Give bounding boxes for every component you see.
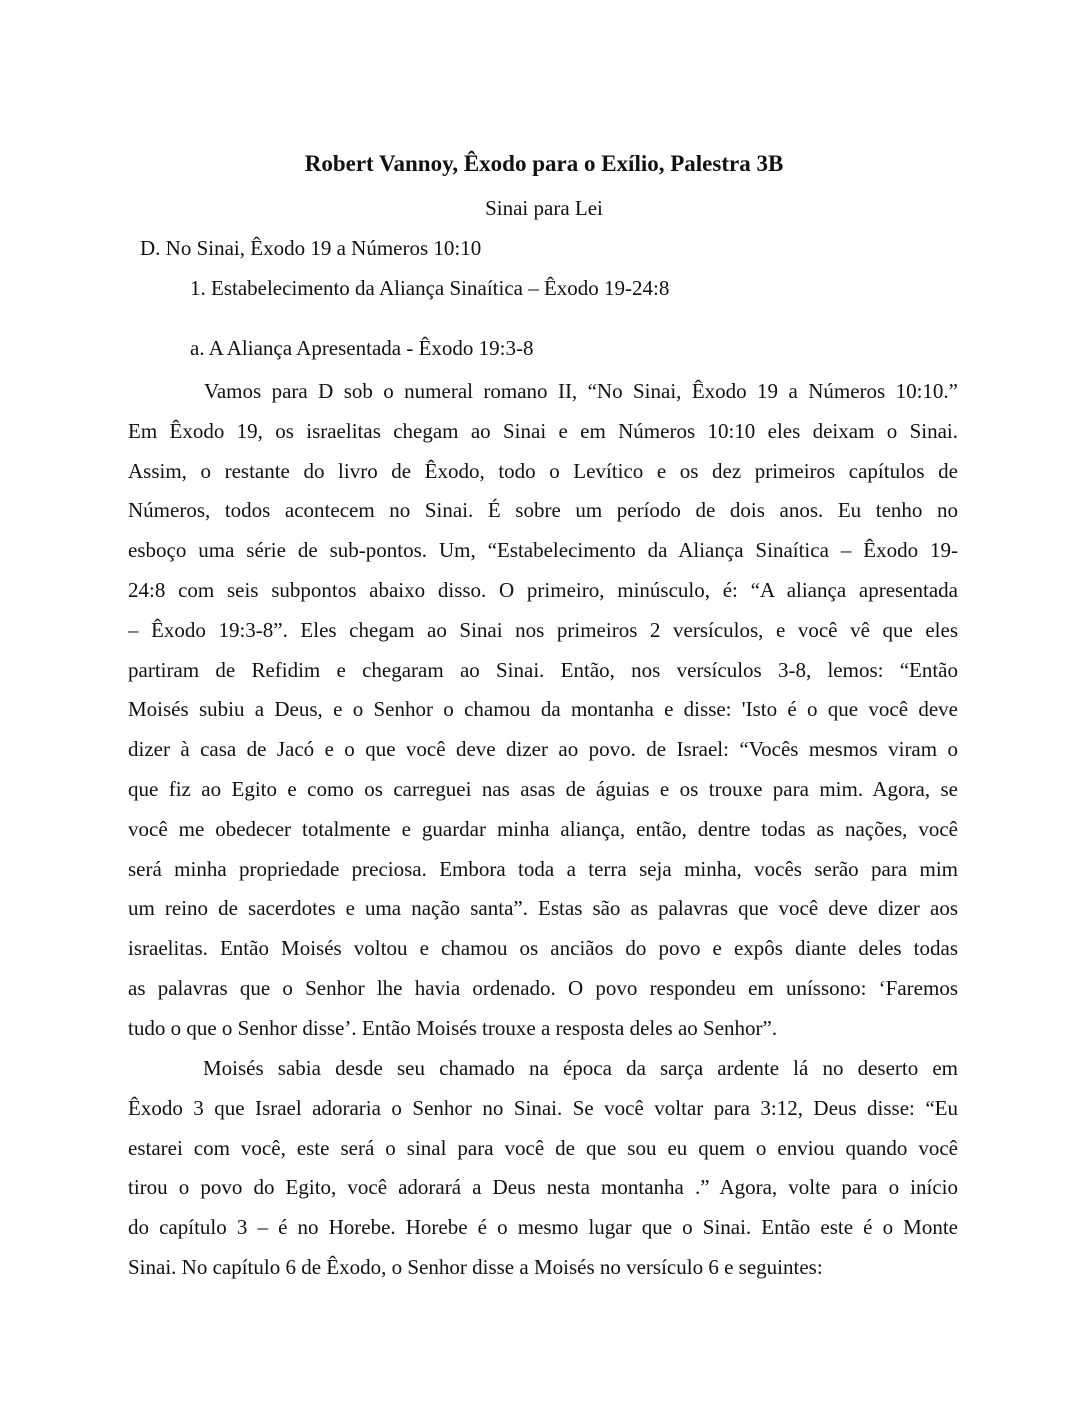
paragraph-line: um reino de sacerdotes e uma nação santa”. Estas são as palavras que você deve dizer aos: [128, 896, 958, 921]
paragraph-line: Moisés sabia desde seu chamado na época da sarça ardente lá no deserto em: [203, 1056, 958, 1080]
paragraph-line: Assim, o restante do livro de Êxodo, todo o Levítico e os dez primeiros capítulos de: [128, 458, 958, 483]
paragraph-line: Números, todos acontecem no Sinai. É sobre um período de dois anos. Eu tenho no: [128, 498, 958, 523]
paragraph-line: israelitas. Então Moisés voltou e chamou os anciãos do povo e expôs diante deles todas: [128, 936, 958, 961]
paragraph-line: você me obedecer totalmente e guardar minha aliança, então, dentre todas as nações, você: [128, 816, 958, 841]
paragraph-line: esboço uma série de sub-pontos. Um, “Estabelecimento da Aliança Sinaítica – Êxodo 19-: [128, 538, 958, 563]
paragraph-line: do capítulo 3 – é no Horebe. Horebe é o mesmo lugar que o Sinai. Então este é o Monte: [128, 1215, 958, 1240]
paragraph-1: [128, 372, 958, 1049]
paragraph-line: Sinai. No capítulo 6 de Êxodo, o Senhor disse a Moisés no versículo 6 e seguintes:: [128, 1254, 823, 1279]
document-subtitle: Sinai para Lei: [485, 196, 603, 220]
document-title: Robert Vannoy, Êxodo para o Exílio, Palestra 3B: [304, 151, 784, 176]
paragraph-line: Em Êxodo 19, os israelitas chegam ao Sinai e em Números 10:10 eles deixam o Sinai.: [128, 418, 958, 443]
paragraph-line: estarei com você, este será o sinal para você de que sou eu quem o enviou quando você: [128, 1135, 958, 1160]
paragraph-line: Moisés subiu a Deus, e o Senhor o chamou da montanha e disse: 'Isto é o que você deve: [128, 697, 958, 722]
paragraph-line: que fiz ao Egito e como os carreguei nas asas de águias e os trouxe para mim. Agora, se: [128, 776, 958, 801]
paragraph-line: 24:8 com seis subpontos abaixo disso. O primeiro, minúsculo, é: “A aliança apresentada: [128, 577, 958, 602]
section-heading-1: 1. Estabelecimento da Aliança Sinaítica – Êxodo 19-24:8: [190, 276, 670, 300]
paragraph-line: Vamos para D sob o numeral romano II, “No Sinai, Êxodo 19 a Números 10:10.”: [204, 379, 958, 403]
section-heading-d: D. No Sinai, Êxodo 19 a Números 10:10: [140, 236, 482, 260]
paragraph-line: tirou o povo do Egito, você adorará a Deus nesta montanha .” Agora, volte para o início: [128, 1175, 958, 1200]
paragraph-line: as palavras que o Senhor lhe havia ordenado. O povo respondeu em uníssono: ‘Faremos: [128, 975, 958, 1000]
paragraph-2: [128, 1049, 958, 1288]
paragraph-line: tudo o que o Senhor disse’. Então Moisés trouxe a resposta deles ao Senhor”.: [128, 1015, 778, 1040]
section-heading-a: a. A Aliança Apresentada - Êxodo 19:3-8: [190, 336, 534, 360]
paragraph-line: Êxodo 3 que Israel adoraria o Senhor no Sinai. Se você voltar para 3:12, Deus disse: “Eu: [128, 1095, 958, 1120]
paragraph-line: dizer à casa de Jacó e o que você deve dizer ao povo. de Israel: “Vocês mesmos viram o: [128, 737, 958, 762]
paragraph-line: partiram de Refidim e chegaram ao Sinai. Então, nos versículos 3-8, lemos: “Então: [128, 657, 958, 682]
paragraph-line: será minha propriedade preciosa. Embora toda a terra seja minha, vocês serão para mim: [128, 856, 958, 881]
paragraph-line: – Êxodo 19:3-8”. Eles chegam ao Sinai nos primeiros 2 versículos, e você vê que eles: [128, 617, 958, 642]
